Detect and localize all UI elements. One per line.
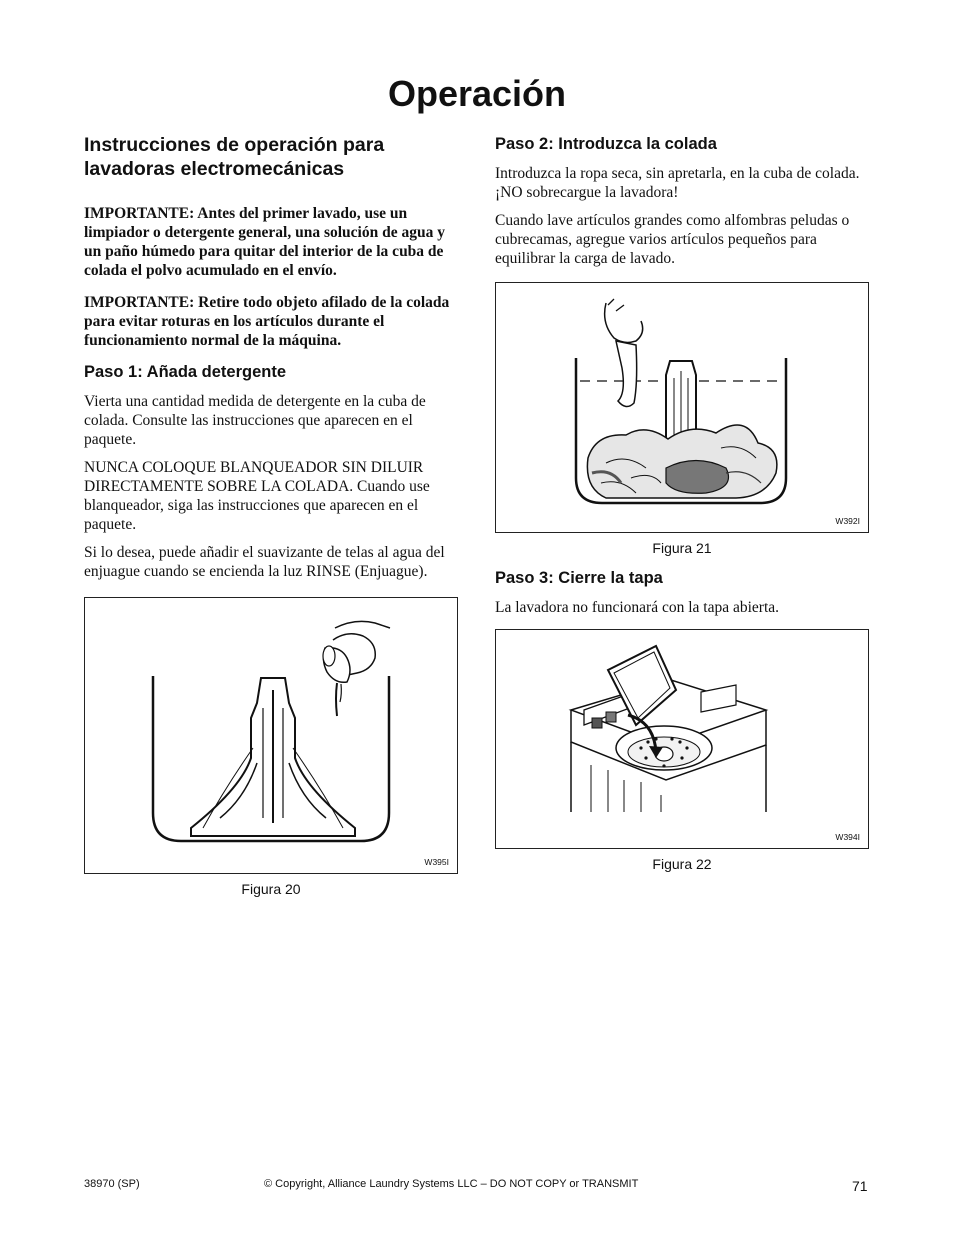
footer-page-number: 71	[852, 1178, 868, 1194]
section-heading: Instrucciones de operación para lavadoras electromecánicas	[84, 134, 385, 180]
figure-21-illustration	[495, 282, 869, 533]
right-column	[495, 133, 869, 872]
left-column	[84, 133, 458, 897]
figure-20-caption: Figura 20	[241, 881, 301, 897]
figure-22-illustration	[495, 629, 869, 849]
important-notice-2: IMPORTANTE: Retire todo objeto afilado de la colada para evitar roturas en los artículos durante el funcionamiento normal de la máquina.	[84, 294, 450, 349]
step1-paragraph-3: Si lo desea, puede añadir el suavizante de telas al agua del enjuague cuando se encienda la luz RINSE (Enjuague).	[84, 544, 445, 580]
step3-paragraph-1: La lavadora no funcionará con la tapa abierta.	[495, 599, 780, 616]
footer-copyright: © Copyright, Alliance Laundry Systems LLC – DO NOT COPY or TRANSMIT	[264, 1178, 639, 1190]
step1-paragraph-1: Vierta una cantidad medida de detergente en la cuba de colada. Consulte las instrucciones que aparecen en el paquete.	[84, 393, 426, 448]
step2-paragraph-2: Cuando lave artículos grandes como alfombras peludas o cubrecamas, agregue varios artículos pequeños para equilibrar la carga de lavado.	[495, 212, 850, 267]
step1-paragraph-2: NUNCA COLOQUE BLANQUEADOR SIN DILUIR DIRECTAMENTE SOBRE LA COLADA. Cuando use blanqueador, siga las instrucciones que aparecen en el paquete.	[84, 459, 430, 533]
step2-paragraph-1: Introduzca la ropa seca, sin apretarla, en la cuba de colada. ¡NO sobrecargue la lavadora!	[495, 165, 860, 201]
figure-21-code: W392I	[835, 516, 860, 526]
important-notice-1: IMPORTANTE: Antes del primer lavado, use un limpiador o detergente general, una solución de agua y un paño húmedo para quitar del interior de la cuba de colada el polvo acumulado en el envío.	[84, 205, 445, 279]
figure-21-caption: Figura 21	[652, 540, 712, 556]
step1-heading: Paso 1: Añada detergente	[84, 363, 287, 381]
figure-22-code: W394I	[835, 832, 860, 842]
detergent-pour-drawing	[85, 598, 457, 873]
page-title: Operación	[387, 73, 567, 114]
figure-20-illustration	[84, 597, 458, 874]
close-lid-drawing	[496, 630, 868, 848]
footer-doc-number: 38970 (SP)	[84, 1178, 140, 1190]
figure-22-caption: Figura 22	[652, 856, 712, 872]
load-laundry-drawing	[496, 283, 868, 532]
step3-heading: Paso 3: Cierre la tapa	[495, 569, 663, 587]
step2-heading: Paso 2: Introduzca la colada	[495, 135, 717, 153]
figure-20-code: W395I	[424, 857, 449, 867]
